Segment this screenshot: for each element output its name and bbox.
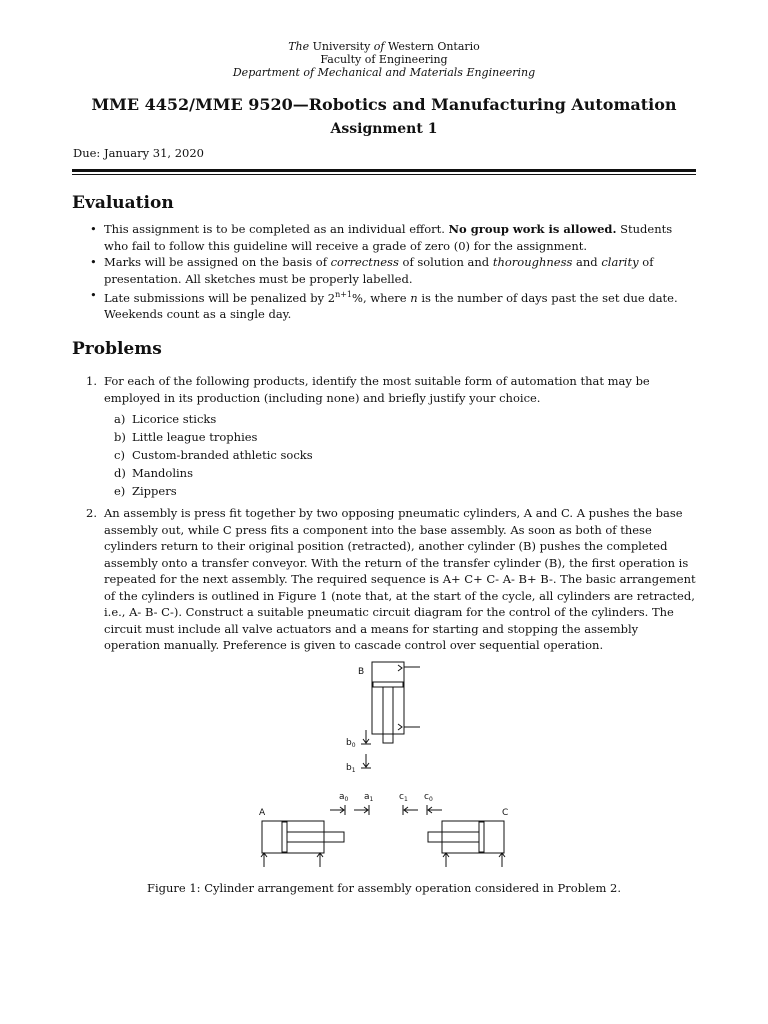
cylinder-b-barrel: [372, 662, 404, 734]
course-title: MME 4452/MME 9520—Robotics and Manufacturing Automation: [91, 95, 677, 114]
cylinder-a-rod: [287, 832, 344, 842]
problem-number: 1.: [86, 374, 97, 388]
cylinder-a: [261, 821, 344, 867]
institution-header: [0, 40, 768, 79]
cylinder-arrangement-figure: [250, 655, 530, 875]
cylinder-c: [428, 821, 505, 867]
cylinder-b-piston: [373, 682, 403, 687]
limit-switch-a1-label: $a_1$: [364, 792, 374, 803]
product-list: [104, 410, 696, 500]
title-rule-thin: [72, 174, 696, 175]
problem-text: An assembly is press fit together by two opposing pneumatic cylinders, A and C. A pushes the base assembly out, while C press fits a component into the base assembly. As soon as both of these cylinders return to their original position (retracted), another cylinder (B) pushes the completed assembly onto a transfer conveyor. With the return of the transfer cylinder (B), the first operation is repeated for the next assembly. The required sequence is A+ C+ C- A- B+ B-. The basic arrangement of the cylinders is outlined in Figure 1 (note that, at the start of the cycle, all cylinders are retracted, i.e., A- B- C-). Construct a suitable pneumatic circuit diagram for the control of the cylinders. The circuit must include all valve actuators and a means for starting and stopping the assembly operation manually. Preference is given to cascade control over sequential operation.: [104, 506, 696, 652]
list-item: d) Mandolins: [114, 466, 193, 480]
problems-heading: Problems: [72, 339, 162, 359]
problem-2: [86, 505, 696, 654]
cylinder-b-vent-bottom: [398, 724, 402, 730]
limit-switch-c0-label: $c_0$: [424, 792, 433, 803]
assignment-title: Assignment 1: [330, 121, 438, 137]
limit-switch-a1: [354, 805, 369, 815]
limit-switch-b1: [361, 754, 371, 768]
bullet-icon: •: [90, 255, 97, 269]
limit-switch-a0-label: $a_0$: [339, 792, 349, 803]
list-item: e) Zippers: [114, 484, 177, 498]
cylinder-a-piston: [282, 822, 287, 852]
cylinder-c-rod: [428, 832, 479, 842]
bullet-icon: •: [90, 288, 97, 302]
evaluation-list: [90, 221, 696, 323]
figure-caption: Figure 1: Cylinder arrangement for assembly operation considered in Problem 2.: [146, 881, 622, 895]
problem-1: [86, 373, 696, 500]
limit-switch-c1: [403, 805, 418, 815]
bullet-icon: •: [90, 222, 97, 236]
list-item: c) Custom-branded athletic socks: [114, 448, 313, 462]
header-university: The University of Western Ontario: [288, 40, 480, 53]
cylinder-b: [372, 662, 420, 743]
list-item: a) Licorice sticks: [114, 412, 217, 426]
cylinder-b-rod: [383, 687, 393, 743]
title-rule-thick: [72, 169, 696, 172]
cylinder-a-label: A: [259, 808, 266, 818]
limit-switch-b0: [361, 730, 371, 744]
limit-switch-b1-label: $b_1$: [346, 763, 356, 774]
limit-switch-a0: [330, 805, 345, 815]
list-item: b) Little league trophies: [114, 430, 258, 444]
cylinder-b-vent-top: [398, 665, 402, 671]
cylinder-c-piston: [479, 822, 484, 852]
cylinder-a-barrel: [262, 821, 324, 853]
problem-text: For each of the following products, identify the most suitable form of automation that may be employed in its production (including none) and briefly justify your choice.: [104, 374, 650, 405]
due-date: Due: January 31, 2020: [73, 146, 204, 160]
problem-number: 2.: [86, 506, 97, 520]
limit-switch-c0: [427, 805, 442, 815]
cylinder-c-barrel: [442, 821, 504, 853]
cylinder-b-label: B: [358, 667, 365, 677]
evaluation-bullet: • Late submissions will be penalized by $2^{n+1}\%$, where n is the number of days past the set due date. Weekends count as a single day.: [90, 288, 678, 322]
evaluation-heading: Evaluation: [72, 193, 174, 213]
header-department: Department of Mechanical and Materials Engineering: [232, 66, 536, 79]
evaluation-bullet: • This assignment is to be completed as an individual effort. No group work is allowed. Students who fail to follow this guideline will receive a grade of zero (0) for the assignment.: [90, 222, 673, 253]
header-faculty: Faculty of Engineering: [320, 53, 448, 66]
limit-switch-b0-label: $b_0$: [346, 738, 356, 749]
evaluation-bullet: • Marks will be assigned on the basis of correctness of solution and thoroughness and clarity of presentation. All sketches must be properly labelled.: [90, 255, 654, 286]
limit-switch-c1-label: $c_1$: [399, 792, 408, 803]
cylinder-c-label: C: [502, 808, 509, 818]
